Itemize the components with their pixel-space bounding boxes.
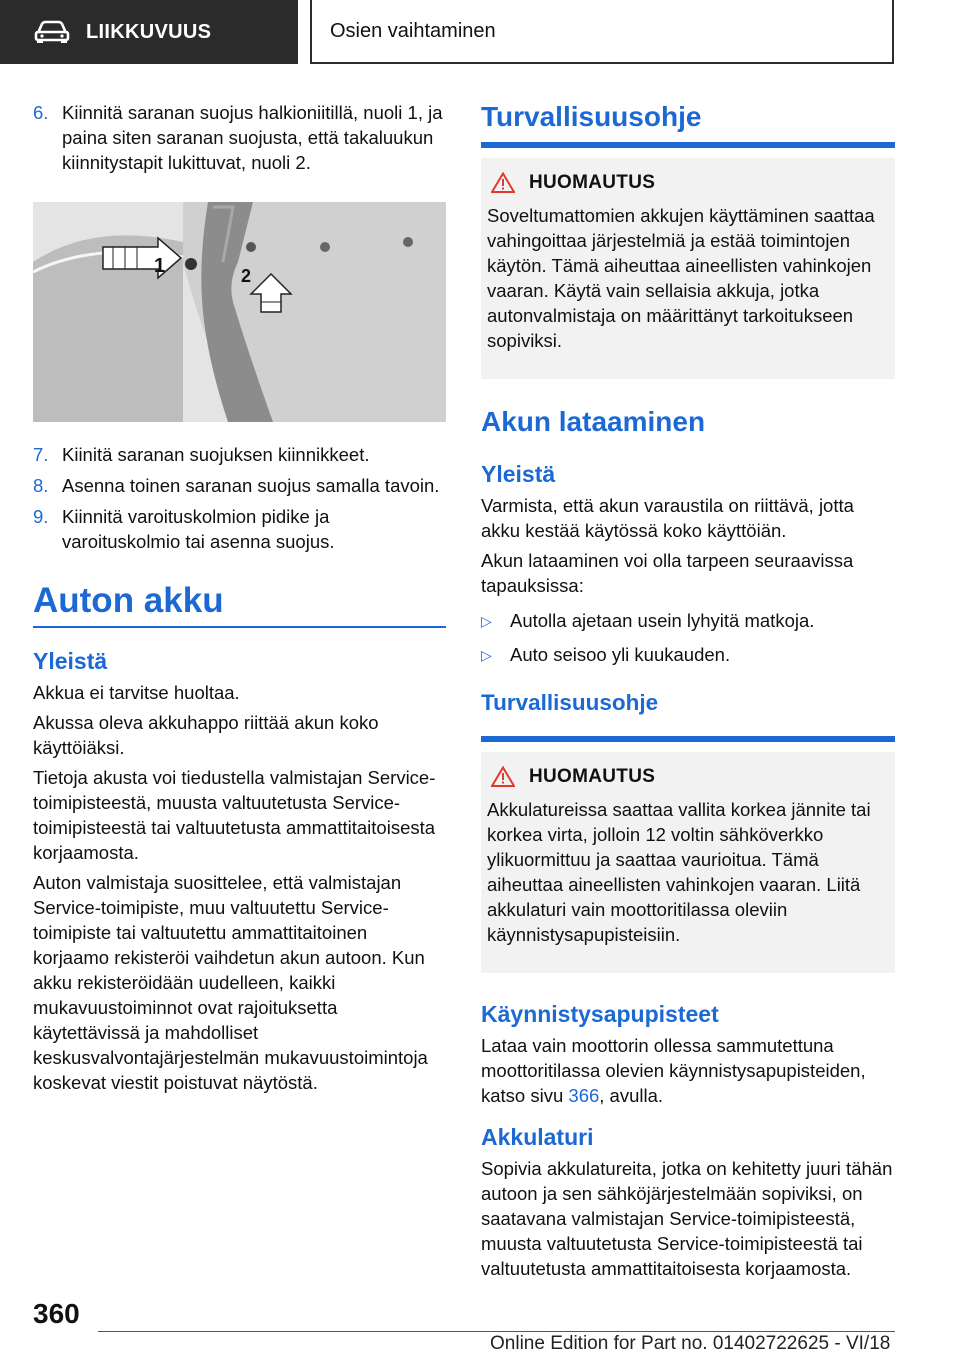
step-text: Kiinnitä varoituskolmion pidike ja varoituskolmio tai asenna suojus. — [62, 506, 335, 552]
step-item — [33, 504, 446, 554]
triangle-bullet-icon: ▷ — [481, 647, 492, 663]
notice-text: Soveltumattomien akkujen käyttäminen saattaa vahingoittaa järjestelmiä ja estää toimintojen käytön. Tämä aiheuttaa aineellisten vahinkojen vaaran. Käytä vain sellaisia akkuja, jotka autonvalmistaja on määrittänyt tarkoitukseen sopiviksi. — [487, 205, 875, 351]
step-number: 8. — [33, 475, 49, 496]
step-item — [33, 100, 446, 175]
car-icon — [34, 20, 70, 44]
paragraph: Auton valmistaja suosittelee, että valmistajan Service-toimipiste, muu valtuutettu Service-toimipiste tai valtuutettu ammattitaitoinen korjaamo rekisteröi vaihdetun akun autoon. Kun akku rekisteröidään uudelleen, kaikki mukavuustoiminnot ovat rajoituksetta käytettävissä ja mahdolliset keskusvalvontajärjestelmän mukavuustoimintoja koskevat viestit poistuvat näytöstä. — [33, 872, 428, 1093]
notice-box-2 — [481, 752, 895, 973]
paragraph: Akussa oleva akkuhappo riittää akun koko käyttöiäksi. — [33, 712, 379, 758]
step-text: Kiinitä saranan suojuksen kiinnikkeet. — [62, 444, 370, 465]
page-link[interactable]: 366 — [568, 1085, 600, 1106]
charging-paragraph-2: Akun lataaminen voi olla tarpeen seuraavissa tapauksissa: — [481, 550, 854, 596]
step-text: Kiinnitä saranan suojus halkioniitillä, nuoli 1, ja paina siten saranan suojusta, että takaluukun kiinnitystapit lukittuvat, nuoli 2. — [62, 102, 443, 173]
edition-footer: Online Edition for Part no. 01402722625 - VI/18 — [490, 1333, 891, 1354]
general-paragraphs — [33, 680, 446, 1095]
chapter-tab — [310, 0, 894, 64]
general-heading: Yleistä — [33, 648, 108, 674]
step-text: Asenna toinen saranan suojus samalla tavoin. — [62, 475, 440, 496]
figure-label-2: 2 — [241, 266, 252, 286]
step-number: 7. — [33, 444, 49, 465]
hinge-cover-figure — [33, 202, 446, 422]
notice-title-2: HUOMAUTUS — [529, 766, 656, 787]
notice-box — [481, 158, 895, 379]
notice-rule-2 — [481, 736, 895, 742]
charger-heading: Akkulaturi — [481, 1124, 594, 1150]
notice-title: HUOMAUTUS — [529, 172, 656, 193]
warning-triangle-icon — [491, 172, 515, 193]
left-column — [33, 100, 446, 1100]
step-number: 6. — [33, 102, 49, 123]
step-item — [33, 473, 446, 498]
triangle-bullet-icon: ▷ — [481, 613, 492, 629]
right-column — [481, 100, 895, 1286]
section-tab — [0, 0, 298, 64]
notice-rule — [481, 142, 895, 148]
step-number: 9. — [33, 506, 49, 527]
chapter-title: Osien vaihtaminen — [330, 19, 496, 42]
charger-paragraph: Sopivia akkulatureita, jotka on kehitetty juuri tähän autoon ja sen sähköjärjestelmään sopiviksi, on saatavana valmistajan Service-toimipisteestä, muusta valtuutetusta Service-toimipisteestä tai valtuutetusta ammattitaitoisesta korjaamosta. — [481, 1158, 893, 1279]
jump-start-paragraph: Lataa vain moottorin ollessa sammutettuna moottoritilassa olevien käynnistysapupisteiden, katso sivu 366, avulla. — [481, 1035, 866, 1106]
warning-triangle-icon — [491, 766, 515, 787]
charging-heading: Akun lataaminen — [481, 406, 706, 437]
safety-heading-2: Turvallisuusohje — [481, 690, 659, 715]
chapter-heading: Auton akku — [33, 581, 224, 620]
paragraph: Tietoja akusta voi tiedustella valmistajan Service-toimipisteestä, muusta valtuutetusta Service-toimipisteestä tai valtuutetusta ammattitaitoisesta korjaamosta. — [33, 767, 436, 863]
jump-start-heading: Käynnistysapupisteet — [481, 1001, 719, 1027]
page-number: 360 — [33, 1298, 80, 1329]
steps-top — [33, 100, 446, 175]
section-title: LIIKKUVUUS — [86, 20, 212, 43]
paragraph: Akkua ei tarvitse huoltaa. — [33, 682, 240, 703]
list-item: ▷ Autolla ajetaan usein lyhyitä matkoja. — [481, 608, 895, 634]
list-item: ▷ Auto seisoo yli kuukauden. — [481, 642, 895, 668]
step-item — [33, 442, 446, 467]
notice-text-2: Akkulatureissa saattaa vallita korkea jännite tai korkea virta, jolloin 12 voltin sähköverkko ylikuormittuu ja saattaa vaurioitua. Tämä aiheuttaa aineellisten vahinkojen vaaran. Liitä akkulaturi vain moottoritilassa oleviin käynnistysapupisteisiin. — [487, 799, 871, 945]
figure-label-1: 1 — [154, 255, 166, 277]
footer-rule — [98, 1331, 895, 1332]
charging-paragraph-1: Varmista, että akun varaustila on riittävä, jotta akku kestää käytössä koko käyttöiän. — [481, 495, 854, 541]
heading-rule — [33, 626, 446, 628]
charging-general-heading: Yleistä — [481, 461, 556, 487]
steps-bottom — [33, 442, 446, 554]
safety-heading: Turvallisuusohje — [481, 101, 702, 132]
